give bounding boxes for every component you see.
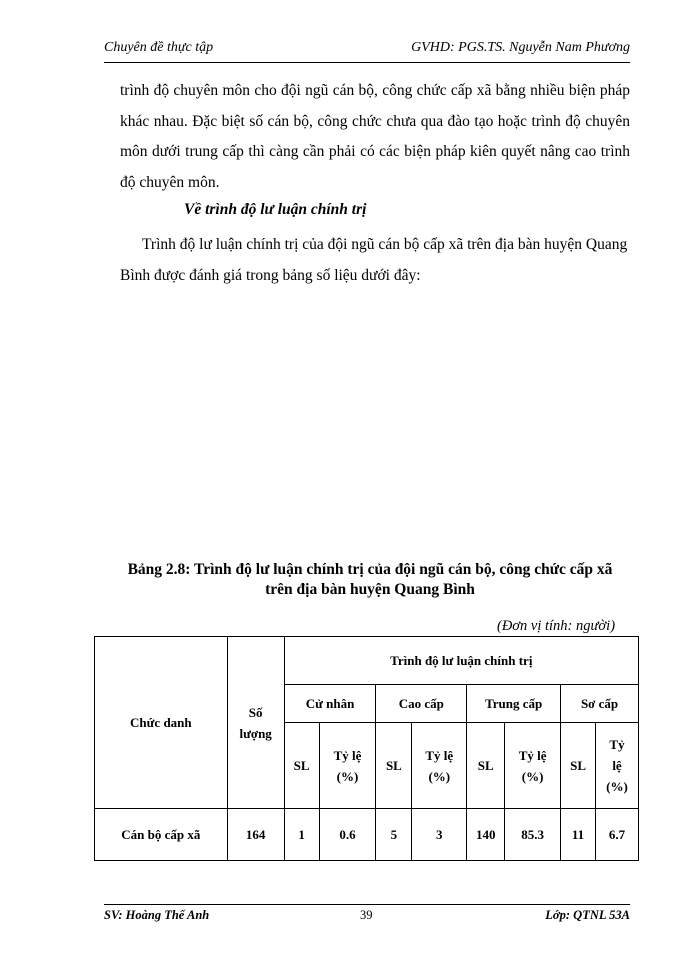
header-rate-3 <box>505 723 561 809</box>
table-caption <box>100 560 640 600</box>
footer-class: Lớp: QTNL 53A <box>545 908 630 922</box>
header-level-trung-cap: Trung cấp <box>467 685 561 723</box>
header-sl-3: SL <box>467 723 505 809</box>
cell-trung-cap-sl: 140 <box>467 809 505 861</box>
header-sl-2: SL <box>376 723 412 809</box>
header-rate-1-line-1: Tỷ lệ <box>333 747 362 763</box>
header-rate-2-line-2: (%) <box>428 768 451 784</box>
header-so-luong-line-1: Số <box>248 704 263 720</box>
cell-cao-cap-rate: 3 <box>412 809 467 861</box>
header-level-cu-nhan: Cử nhân <box>284 685 376 723</box>
cell-so-cap-sl: 11 <box>561 809 596 861</box>
header-level-so-cap: Sơ cấp <box>561 685 639 723</box>
body-paragraph-2 <box>120 230 630 291</box>
cell-trung-cap-rate: 85.3 <box>505 809 561 861</box>
header-rate-1-line-2: (%) <box>336 768 359 784</box>
header-rate-2-line-1: Tỷ lệ <box>425 747 454 763</box>
header-rate-4-line-1: Tỷ <box>609 737 625 752</box>
political-theory-table <box>94 636 639 861</box>
header-rate-1 <box>319 723 376 809</box>
page-header <box>104 36 630 63</box>
table-caption-line-2: trên địa bàn huyện Quang Bình <box>265 581 475 598</box>
section-heading: Về trình độ lư luận chính trị <box>184 201 367 218</box>
table-unit-note: (Đơn vị tính: người) <box>497 618 616 634</box>
table-caption-line-1: Bảng 2.8: Trình độ lư luận chính trị của đội ngũ cán bộ, công chức cấp xã <box>127 561 613 578</box>
footer-student: SV: Hoàng Thế Anh <box>104 908 210 922</box>
header-group: Trình độ lư luận chính trị <box>284 637 638 685</box>
header-supervisor: GVHD: PGS.TS. Nguyễn Nam Phương <box>411 40 630 55</box>
row-total: 164 <box>227 809 284 861</box>
header-so-luong-line-2: lượng <box>239 725 272 741</box>
header-so-luong <box>227 637 284 809</box>
header-sl-4: SL <box>561 723 596 809</box>
header-rate-4 <box>596 723 639 809</box>
cell-so-cap-rate: 6.7 <box>596 809 639 861</box>
row-label: Cán bộ cấp xã <box>95 809 228 861</box>
header-rate-3-line-2: (%) <box>521 768 544 784</box>
header-rate-2 <box>412 723 467 809</box>
body-paragraph-2-text: Trình độ lư luận chính trị của đội ngũ cán bộ cấp xã trên địa bàn huyện Quang Bình được đánh giá trong bảng số liệu dưới đây: <box>120 236 628 284</box>
cell-cu-nhan-rate: 0.6 <box>319 809 376 861</box>
header-rate-4-line-2: lệ <box>612 758 622 773</box>
header-rate-3-line-1: Tỷ lệ <box>518 747 547 763</box>
table-row <box>95 809 639 861</box>
page-number: 39 <box>360 908 373 922</box>
header-rate-4-line-3: (%) <box>606 779 628 794</box>
body-paragraph-1: trình độ chuyên môn cho đội ngũ cán bộ, công chức cấp xã bằng nhiều biện pháp khác nhau. Đặc biệt số cán bộ, công chức chưa qua đào tạo hoặc trình độ chuyên môn dưới trung cấp thì càng cần phải có các biện pháp kiên quyết nâng cao trình độ chuyên môn. <box>120 82 630 191</box>
header-course-title: Chuyên đề thực tập <box>104 40 214 55</box>
header-level-cao-cap: Cao cấp <box>376 685 467 723</box>
header-chuc-danh: Chức danh <box>95 637 228 809</box>
header-sl-1: SL <box>284 723 319 809</box>
cell-cu-nhan-sl: 1 <box>284 809 319 861</box>
page-footer <box>104 904 630 927</box>
cell-cao-cap-sl: 5 <box>376 809 412 861</box>
